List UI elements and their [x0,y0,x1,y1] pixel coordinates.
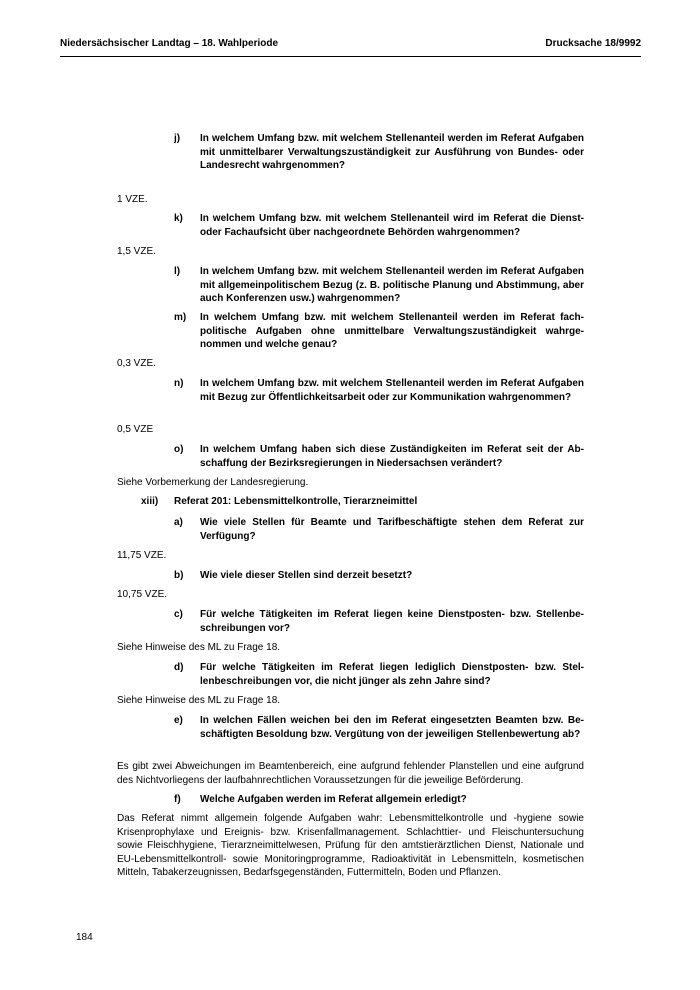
answer-text: Siehe Vorbemerkung der Landesregierung. [117,477,309,488]
answer-text: Das Referat nimmt allgemein folgende Aufgaben wahr: Lebensmittelkontrolle und -hygiene sowie Krisenprophylaxe und Ereignis- bzw. Krisenfallmanagement. Schlachttier- und Fleischuntersuchung sowie Fleischhygiene, Tierarzneimittelwesen, Prüfung für den amtstierärztlichen Dienst, Nationale und EU-Lebensmittelkontroll- sowie Monitoringprogramme, Radioaktivität in Lebensmitteln, kosmetischen Mitteln, Tabakerzeugnissen, Bedarfsgegenständen, Futtermitteln, Boden und Pflanzen. [117,813,584,878]
section-title: Referat 201: Lebensmittelkontrolle, Tierarzneimittel [174,496,418,507]
question-label: j) [174,133,181,144]
question-text: In welchem Umfang haben sich diese Zuständigkeiten im Referat seit der Abschaffung der Bezirksregierungen in Niedersachsen verändert? [200,444,584,469]
answer-text: 0,5 VZE [117,424,154,435]
answer-text: 0,3 VZE. [117,358,156,369]
question-label: d) [174,662,184,673]
question-label: f) [174,794,181,805]
question-text: In welchem Umfang bzw. mit welchem Stellenanteil wird im Referat die Dienst- oder Fachaufsicht über nachgeordnete Behörden wahrgenommen? [200,213,584,238]
question-text: Für welche Tätigkeiten im Referat liegen keine Dienstposten- bzw. Stellenbeschreibungen vor? [200,609,584,634]
answer-text: 10,75 VZE. [117,589,168,600]
answer-text: Siehe Hinweise des ML zu Frage 18. [117,642,281,653]
question-text: In welchem Umfang bzw. mit welchem Stellenanteil werden im Referat fachpolitische Aufgaben ohne unmittelbare Verwaltungszuständigkeit wahrgenommen und welche genau? [200,312,584,350]
question-text: Für welche Tätigkeiten im Referat liegen lediglich Dienstposten- bzw. Stellenbeschreibungen vor, die nicht jünger als zehn Jahre sind? [200,662,584,687]
question-label: l) [174,266,181,277]
question-text: In welchem Umfang bzw. mit welchem Stellenanteil werden im Referat Aufgaben mit allgemeinpolitischem Bezug (z. B. politische Planung und Abstimmung, aber auch Konferenzen usw.) wahrgenommen? [200,266,584,304]
section-label: xiii) [141,496,159,507]
answer-text: 11,75 VZE. [117,550,167,561]
answer-text: 1,5 VZE. [117,246,156,257]
answer-text: Siehe Hinweise des ML zu Frage 18. [117,695,281,706]
question-label: k) [174,213,183,224]
header-doc-number: Drucksache 18/9992 [545,38,641,49]
question-text: Welche Aufgaben werden im Referat allgemein erledigt? [200,794,467,805]
question-text: Wie viele Stellen für Beamte und Tarifbeschäftigte stehen dem Referat zur Verfügung? [200,517,584,542]
question-text: In welchem Umfang bzw. mit welchem Stellenanteil werden im Referat Aufgaben mit unmittelbarer Verwaltungszuständigkeit zur Ausführung von Bundes- oder Landesrecht wahrgenommen? [200,133,584,171]
question-text: In welchem Umfang bzw. mit welchem Stellenanteil werden im Referat Aufgaben mit Bezug zur Öffentlichkeitsarbeit oder zur Kommunikation wahrgenommen? [200,378,584,403]
question-label: b) [174,570,184,581]
question-text: In welchen Fällen weichen bei den im Referat eingesetzten Beamten bzw. Beschäftigten Besoldung bzw. Vergütung von der jeweiligen Stellenbewertung ab? [200,715,584,740]
question-label: c) [174,609,183,620]
question-label: m) [174,312,187,323]
page-header [60,38,641,57]
question-text: Wie viele dieser Stellen sind derzeit besetzt? [200,570,413,581]
answer-text: 1 VZE. [117,194,148,205]
question-label: a) [174,517,183,528]
page-number: 184 [76,932,93,943]
question-label: n) [174,378,184,389]
answer-text: Es gibt zwei Abweichungen im Beamtenbereich, eine aufgrund fehlender Planstellen und eine aufgrund des Nichtvorliegens der laufbahnrechtlichen Voraussetzungen für die jeweilige Beförderung. [117,761,584,786]
header-title: Niedersächsischer Landtag – 18. Wahlperiode [60,38,279,49]
question-label: e) [174,715,183,726]
question-label: o) [174,444,184,455]
